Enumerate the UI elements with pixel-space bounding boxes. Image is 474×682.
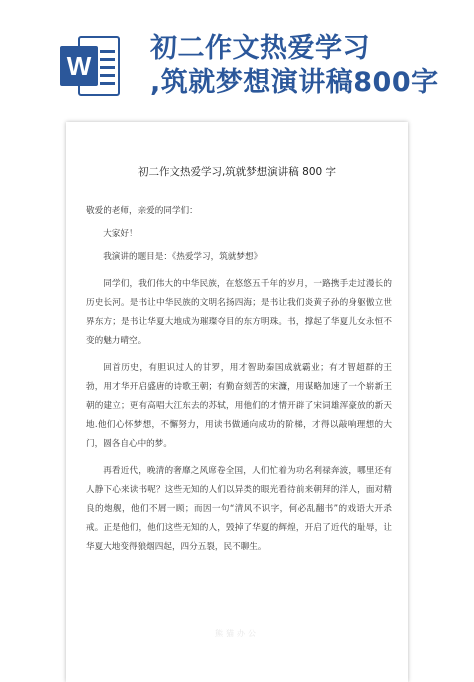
document-title: 初二作文热爱学习,筑就梦想演讲稿 800 字 <box>137 166 337 178</box>
watermark-text: 熊猫办公 <box>215 629 259 638</box>
paragraph: 回首历史，有胆识过人的甘罗，用才智助秦国成就霸业；有才智超群的王勃，用才华开启盛唐的诗歌王朝；有勤奋刻苦的宋濂，用谋略加速了一个崭新王朝的建立；更有高唱大江东去的苏轼，用他们的才情开辟了宋词雄浑豪放的新天地.他们心怀梦想，不懈努力，用读书做通向成功的阶梯，才得以敲响理想的大门，圆各自心中的梦。 <box>86 363 392 449</box>
paragraph: 同学们，我们伟大的中华民族，在悠悠五千年的岁月，一路携手走过漫长的历史长河。是书让中华民族的文明名扬四海；是书让我们炎黄子孙的身躯傲立世界东方；是书让华夏大地成为璀璨夺目的东方明珠。书，撑起了华夏儿女永恒不变的魅力晴空。 <box>86 279 392 346</box>
paragraph: 再看近代，晚清的奢靡之风席卷全国，人们忙着为功名利禄奔波，哪里还有人静下心来读书呢？这些无知的人们以异类的眼光看待前来朝拜的洋人，面对精良的炮舰，他们不屑一顾；而因一句“清风不识字，何必乱翻书”的戏语大开杀戒。正是他们，他们这些无知的人，毁掉了华夏的辉煌，开启了近代的耻辱，让华夏大地变得狼烟四起，四分五裂，民不聊生。 <box>86 466 392 552</box>
document-page <box>66 122 408 682</box>
speech-topic: 我演讲的题目是：《热爱学习，筑就梦想》 <box>103 252 263 262</box>
banner-title-line-1: 初二作文热爱学习 <box>150 33 370 64</box>
word-document-icon <box>60 36 122 96</box>
banner-title-line-2: ,筑就梦想演讲稿800字 <box>150 67 439 98</box>
banner-title <box>150 32 468 100</box>
salutation: 敬爱的老师，亲爱的同学们： <box>86 206 198 216</box>
document-body <box>86 202 392 557</box>
word-logo-letter: W <box>60 46 98 86</box>
greeting: 大家好！ <box>103 229 138 239</box>
header-banner <box>0 0 474 112</box>
